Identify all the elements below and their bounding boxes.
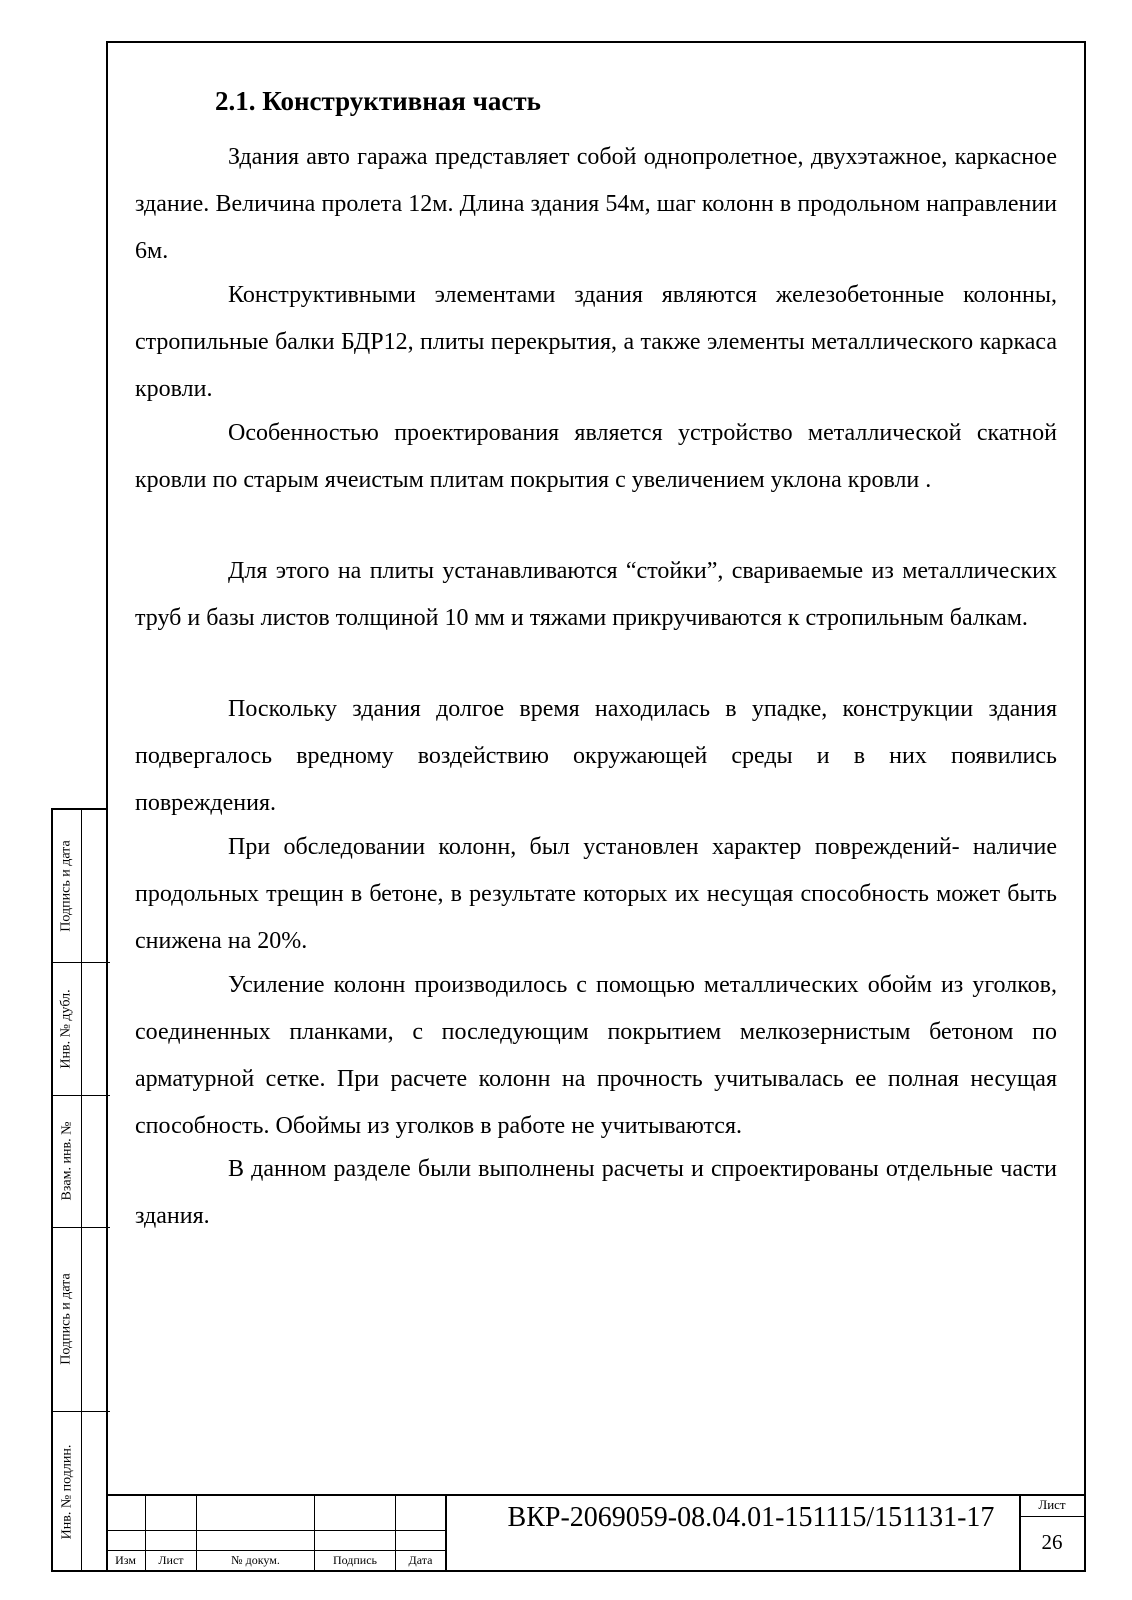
- header-sheet: Лист: [158, 1552, 184, 1567]
- side-stamp: [51, 808, 108, 1572]
- header-signature: Подпись: [332, 1552, 378, 1567]
- side-label-signature-date-2: Подпись и дата: [59, 1273, 75, 1365]
- side-label-dup-inventory: Инв. № дубл.: [59, 988, 74, 1069]
- paragraph: Для этого на плиты устанавливаются “стойки”, свариваемые из металлических труб и базы листов толщиной 10 мм и тяжами прикручиваются к стропильным балкам.: [135, 558, 1057, 631]
- header-doc-number: № докум.: [231, 1552, 280, 1567]
- paragraph: Здания авто гаража представляет собой однопролетное, двухэтажное, каркасное здание. Величина пролета 12м. Длина здания 54м, шаг колонн в продольном направлении 6м.: [135, 144, 1057, 264]
- title-block-row-line: [1019, 1516, 1086, 1517]
- paragraph: Поскольку здания долгое время находилась в упадке, конструкции здания подвергалось вредному воздействию окружающей среды и в них появились повреждения.: [135, 696, 1057, 816]
- header-date: Дата: [408, 1552, 433, 1567]
- title-block-col-line: [445, 1494, 447, 1572]
- paragraph: Особенностью проектирования является устройство металлической скатной кровли по старым ячеистым плитам покрытия с увеличением уклона кровли .: [135, 420, 1057, 493]
- sheet-number: 26: [1041, 1530, 1063, 1554]
- side-label-signature-date: Подпись и дата: [59, 840, 75, 932]
- title-block-border: [106, 1494, 1086, 1496]
- header-change: Изм: [115, 1552, 136, 1567]
- side-label-original-inventory: Инв. № подлин.: [59, 1444, 75, 1539]
- paragraph: Усиление колонн производилось с помощью металлических обойм из уголков, соединенных планками, с последующим покрытием мелкозернистым бетоном по арматурной сетке. При расчете колонн на прочность учитывалась ее полная несущая способность. Обоймы из уголков в работе не учитываются.: [135, 972, 1057, 1139]
- paragraph: Конструктивными элементами здания являются железобетонные колонны, стропильные балки БДР12, плиты перекрытия, а также элементы металлического каркаса кровли.: [135, 282, 1057, 402]
- title-block: [106, 1494, 1086, 1572]
- side-label-replaced-inventory: Взам. инв. №: [59, 1121, 74, 1201]
- document-code: ВКР-2069059-08.04.01-151115/151131-17: [507, 1502, 995, 1533]
- section-title: 2.1. Конструктивная часть: [215, 86, 541, 116]
- paragraph: В данном разделе были выполнены расчеты и спроектированы отдельные части здания.: [135, 1156, 1057, 1229]
- paragraph: При обследовании колонн, был установлен характер повреждений- наличие продольных трещин в бетоне, в результате которых их несущая способность может быть снижена на 20%.: [135, 834, 1057, 954]
- sheet-label: Лист: [1038, 1497, 1066, 1512]
- side-stamp-divider: [81, 810, 82, 1570]
